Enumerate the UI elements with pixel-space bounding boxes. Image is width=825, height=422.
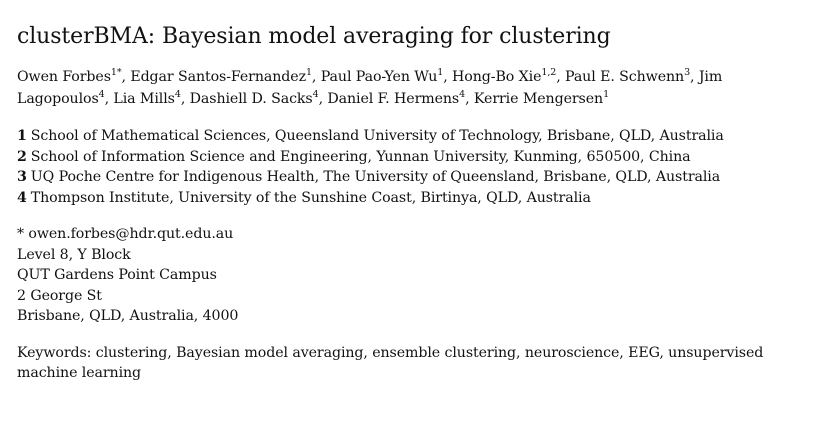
author-affiliation-marker: 1* [110,67,122,78]
keywords: Keywords: clustering, Bayesian model averaging, ensemble clustering, neuroscience, EEG, unsupervised machine learning [17,344,764,381]
author-name: Daniel F. Hermens [327,91,460,107]
affiliation-item [17,126,807,147]
author-name: Paul E. Schwenn [565,69,685,85]
author-name: Lia Mills [113,91,175,107]
author-affiliation-marker: 1 [437,67,444,78]
author-affiliation-marker: 3 [684,67,691,78]
author: Daniel F. Hermens$^4$, [327,89,474,107]
author-list [17,66,807,110]
author: Edgar Santos-Fernandez$^1$, [130,67,321,85]
affiliation-number: 1 [17,128,27,144]
affiliation-item [17,188,807,209]
author: Dashiell D. Sacks$^4$, [189,89,328,107]
author: Jim Lagopoulos$^4$, [17,69,723,107]
corresponding-email: * owen.forbes@hdr.qut.edu.au [17,226,234,242]
author-name: Edgar Santos-Fernandez [130,69,306,85]
affiliation-number: 3 [17,169,27,185]
author-name: Paul Pao-Yen Wu [320,69,438,85]
author-name: Jim Lagopoulos [17,69,723,107]
author-affiliation-marker: 4 [459,89,466,100]
author-name: Owen Forbes [17,69,111,85]
affiliation-item [17,147,807,168]
author-name: Kerrie Mengersen [473,91,604,107]
address-line: Brisbane, QLD, Australia, 4000 [17,308,239,324]
author: Owen Forbes$^{1*}$, [17,67,131,85]
paper-front-matter [17,22,807,384]
affiliation-text: Thompson Institute, University of the Sunshine Coast, Birtinya, QLD, Australia [30,189,591,206]
address-line: QUT Gardens Point Campus [17,267,217,283]
author-affiliation-marker: 4 [174,89,181,100]
author [474,91,609,107]
author: Hong-Bo Xie$^{1,2}$, [452,67,566,85]
address-line: Level 8, Y Block [17,246,131,263]
affiliation-number: 2 [17,148,27,165]
affiliation-text: School of Mathematical Sciences, Queensland University of Technology, Brisbane, QLD, Australia [30,128,724,144]
paper-title: clusterBMA: Bayesian model averaging for clustering [17,24,611,49]
author-affiliation-marker: 4 [312,89,319,100]
author-name: Hong-Bo Xie [452,69,542,85]
affiliation-number: 4 [17,189,27,206]
author-affiliation-marker: 1 [305,67,312,78]
author-affiliation-marker: 1 [603,89,610,100]
author: Paul E. Schwenn$^3$, [565,67,699,85]
author: Lia Mills$^4$, [113,89,190,107]
affiliation-text: UQ Poche Centre for Indigenous Health, The University of Queensland, Brisbane, QLD, Australia [30,169,721,185]
affiliation-text: School of Information Science and Engineering, Yunnan University, Kunming, 650500, China [30,148,691,165]
author: Paul Pao-Yen Wu$^1$, [320,67,453,85]
address-line: 2 George St [17,287,102,304]
author-name: Dashiell D. Sacks [189,91,313,107]
author-affiliation-marker: 1,2 [541,67,557,78]
affiliation-list [17,126,807,208]
affiliation-item [17,167,807,188]
author-affiliation-marker: 4 [98,89,105,100]
corresponding-author-block [17,224,807,327]
